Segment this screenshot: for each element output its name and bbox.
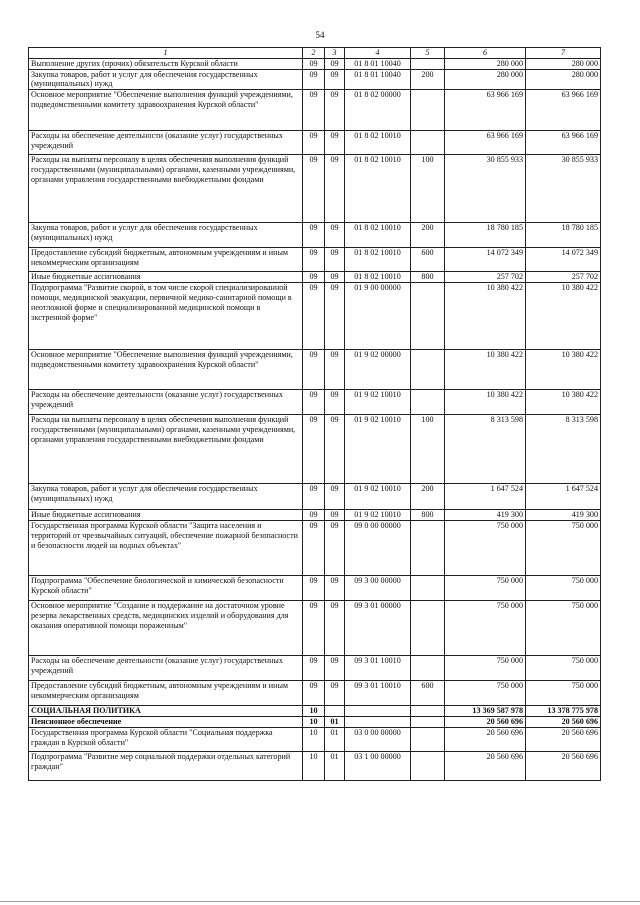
subsection-code-cell: 09 bbox=[325, 415, 345, 484]
table-header-row bbox=[29, 48, 601, 59]
section-code-cell: 10 bbox=[303, 751, 325, 780]
row-name-cell: Расходы на выплаты персоналу в целях обеспечения выполнения функций государственными (муниципальными) органами, казенными учреждениями, органами управления государственными внебюджетными фондами bbox=[29, 155, 303, 223]
amount-year-2-cell: 30 855 933 bbox=[526, 155, 601, 223]
table-row bbox=[29, 727, 601, 751]
target-article-cell: 09 3 01 10010 bbox=[345, 656, 411, 681]
subsection-code-cell: 09 bbox=[325, 272, 345, 283]
amount-year-2-cell: 20 560 696 bbox=[526, 751, 601, 780]
table-row bbox=[29, 69, 601, 90]
expense-type-cell bbox=[411, 350, 445, 390]
expense-type-cell: 200 bbox=[411, 69, 445, 90]
subsection-code-cell: 09 bbox=[325, 510, 345, 521]
subsection-code-cell: 09 bbox=[325, 656, 345, 681]
subsection-code-cell: 09 bbox=[325, 681, 345, 706]
amount-year-2-cell: 63 966 169 bbox=[526, 131, 601, 155]
header-cell: 7 bbox=[526, 48, 601, 59]
row-name-cell: Расходы на обеспечение деятельности (оказание услуг) государственных учреждений bbox=[29, 656, 303, 681]
table-row bbox=[29, 751, 601, 780]
section-code-cell: 09 bbox=[303, 223, 325, 248]
header-cell: 6 bbox=[445, 48, 526, 59]
target-article-cell: 01 8 02 10010 bbox=[345, 248, 411, 272]
table-row bbox=[29, 601, 601, 656]
subsection-code-cell: 09 bbox=[325, 601, 345, 656]
row-name-cell: СОЦИАЛЬНАЯ ПОЛИТИКА bbox=[29, 706, 303, 717]
section-code-cell: 09 bbox=[303, 155, 325, 223]
header-cell: 5 bbox=[411, 48, 445, 59]
section-code-cell: 09 bbox=[303, 681, 325, 706]
expense-type-cell bbox=[411, 717, 445, 728]
row-name-cell: Иные бюджетные ассигнования bbox=[29, 510, 303, 521]
target-article-cell: 03 0 00 00000 bbox=[345, 727, 411, 751]
amount-year-1-cell: 750 000 bbox=[445, 521, 526, 576]
expense-type-cell: 800 bbox=[411, 510, 445, 521]
amount-year-2-cell: 750 000 bbox=[526, 521, 601, 576]
amount-year-2-cell: 419 300 bbox=[526, 510, 601, 521]
row-name-cell: Предоставление субсидий бюджетным, автономным учреждениям и иным некоммерческим организациям bbox=[29, 248, 303, 272]
subsection-code-cell: 09 bbox=[325, 223, 345, 248]
target-article-cell: 01 8 01 10040 bbox=[345, 58, 411, 69]
scan-edge bbox=[0, 901, 640, 902]
subsection-code-cell: 09 bbox=[325, 90, 345, 131]
row-name-cell: Государственная программа Курской области "Защита населения и территорий от чрезвычайных ситуаций, обеспечение пожарной безопасности и безопасности людей на водных объектах" bbox=[29, 521, 303, 576]
section-code-cell: 09 bbox=[303, 484, 325, 510]
table-row bbox=[29, 390, 601, 415]
subsection-code-cell: 01 bbox=[325, 727, 345, 751]
table-row bbox=[29, 272, 601, 283]
table-row bbox=[29, 248, 601, 272]
header-cell: 2 bbox=[303, 48, 325, 59]
amount-year-1-cell: 8 313 598 bbox=[445, 415, 526, 484]
amount-year-2-cell: 280 000 bbox=[526, 58, 601, 69]
amount-year-1-cell: 419 300 bbox=[445, 510, 526, 521]
target-article-cell: 01 9 02 10010 bbox=[345, 415, 411, 484]
expense-type-cell bbox=[411, 706, 445, 717]
subsection-code-cell bbox=[325, 706, 345, 717]
budget-table bbox=[28, 47, 601, 781]
amount-year-2-cell: 14 072 349 bbox=[526, 248, 601, 272]
row-name-cell: Расходы на выплаты персоналу в целях обеспечения выполнения функций государственными (муниципальными) органами, казенными учреждениями, органами управления государственными внебюджетными фондами bbox=[29, 415, 303, 484]
expense-type-cell: 100 bbox=[411, 415, 445, 484]
row-name-cell: Основное мероприятие "Обеспечение выполнения функций учреждениями, подведомственными комитету здравоохранения Курской области" bbox=[29, 90, 303, 131]
subsection-code-cell: 09 bbox=[325, 390, 345, 415]
table-row bbox=[29, 681, 601, 706]
amount-year-1-cell: 10 380 422 bbox=[445, 350, 526, 390]
table-row bbox=[29, 58, 601, 69]
expense-type-cell: 200 bbox=[411, 223, 445, 248]
target-article-cell bbox=[345, 717, 411, 728]
section-code-cell: 09 bbox=[303, 248, 325, 272]
amount-year-1-cell: 750 000 bbox=[445, 601, 526, 656]
table-row bbox=[29, 90, 601, 131]
amount-year-2-cell: 750 000 bbox=[526, 656, 601, 681]
target-article-cell: 09 0 00 00000 bbox=[345, 521, 411, 576]
row-name-cell: Пенсионное обеспечение bbox=[29, 717, 303, 728]
row-name-cell: Подпрограмма "Развитие скорой, в том числе скорой специализированной помощи, медицинской эвакуации, первичной медико-санитарной помощи в неотложной форме и специализированной медицинской помощи в экстренной форме" bbox=[29, 283, 303, 350]
subsection-code-cell: 09 bbox=[325, 131, 345, 155]
table-row bbox=[29, 576, 601, 601]
amount-year-2-cell: 10 380 422 bbox=[526, 390, 601, 415]
page-number: 54 bbox=[315, 30, 325, 40]
subsection-code-cell: 09 bbox=[325, 155, 345, 223]
amount-year-1-cell: 30 855 933 bbox=[445, 155, 526, 223]
expense-type-cell bbox=[411, 521, 445, 576]
table-row bbox=[29, 706, 601, 717]
subsection-code-cell: 09 bbox=[325, 283, 345, 350]
subsection-code-cell: 09 bbox=[325, 350, 345, 390]
section-code-cell: 09 bbox=[303, 601, 325, 656]
amount-year-2-cell: 10 380 422 bbox=[526, 350, 601, 390]
row-name-cell: Государственная программа Курской области "Социальная поддержка граждан в Курской области" bbox=[29, 727, 303, 751]
amount-year-2-cell: 63 966 169 bbox=[526, 90, 601, 131]
subsection-code-cell: 09 bbox=[325, 576, 345, 601]
row-name-cell: Расходы на обеспечение деятельности (оказание услуг) государственных учреждений bbox=[29, 390, 303, 415]
target-article-cell: 01 8 02 00000 bbox=[345, 90, 411, 131]
amount-year-1-cell: 10 380 422 bbox=[445, 390, 526, 415]
target-article-cell: 09 3 01 00000 bbox=[345, 601, 411, 656]
expense-type-cell: 200 bbox=[411, 484, 445, 510]
amount-year-2-cell: 10 380 422 bbox=[526, 283, 601, 350]
expense-type-cell bbox=[411, 131, 445, 155]
header-cell: 3 bbox=[325, 48, 345, 59]
subsection-code-cell: 09 bbox=[325, 248, 345, 272]
amount-year-1-cell: 63 966 169 bbox=[445, 90, 526, 131]
subsection-code-cell: 09 bbox=[325, 69, 345, 90]
subsection-code-cell: 09 bbox=[325, 521, 345, 576]
amount-year-1-cell: 257 702 bbox=[445, 272, 526, 283]
table-row bbox=[29, 510, 601, 521]
amount-year-1-cell: 10 380 422 bbox=[445, 283, 526, 350]
amount-year-2-cell: 20 560 696 bbox=[526, 727, 601, 751]
target-article-cell bbox=[345, 706, 411, 717]
row-name-cell: Подпрограмма "Развитие мер социальной поддержки отдельных категорий граждан" bbox=[29, 751, 303, 780]
expense-type-cell bbox=[411, 601, 445, 656]
table-row bbox=[29, 521, 601, 576]
amount-year-2-cell: 280 000 bbox=[526, 69, 601, 90]
target-article-cell: 01 8 01 10040 bbox=[345, 69, 411, 90]
expense-type-cell bbox=[411, 727, 445, 751]
section-code-cell: 09 bbox=[303, 131, 325, 155]
amount-year-1-cell: 13 369 587 978 bbox=[445, 706, 526, 717]
amount-year-1-cell: 280 000 bbox=[445, 69, 526, 90]
target-article-cell: 01 9 02 10010 bbox=[345, 484, 411, 510]
expense-type-cell: 600 bbox=[411, 248, 445, 272]
expense-type-cell: 800 bbox=[411, 272, 445, 283]
section-code-cell: 09 bbox=[303, 272, 325, 283]
amount-year-1-cell: 14 072 349 bbox=[445, 248, 526, 272]
expense-type-cell: 600 bbox=[411, 681, 445, 706]
amount-year-2-cell: 1 647 524 bbox=[526, 484, 601, 510]
section-code-cell: 09 bbox=[303, 69, 325, 90]
table-row bbox=[29, 223, 601, 248]
amount-year-2-cell: 20 560 696 bbox=[526, 717, 601, 728]
subsection-code-cell: 01 bbox=[325, 717, 345, 728]
amount-year-2-cell: 8 313 598 bbox=[526, 415, 601, 484]
row-name-cell: Основное мероприятие "Обеспечение выполнения функций учреждениями, подведомственными комитету здравоохранения Курской области" bbox=[29, 350, 303, 390]
amount-year-1-cell: 20 560 696 bbox=[445, 717, 526, 728]
table-row bbox=[29, 155, 601, 223]
section-code-cell: 09 bbox=[303, 656, 325, 681]
subsection-code-cell: 09 bbox=[325, 484, 345, 510]
expense-type-cell bbox=[411, 751, 445, 780]
table-row bbox=[29, 415, 601, 484]
row-name-cell: Иные бюджетные ассигнования bbox=[29, 272, 303, 283]
expense-type-cell bbox=[411, 576, 445, 601]
target-article-cell: 01 9 02 00000 bbox=[345, 350, 411, 390]
target-article-cell: 09 3 00 00000 bbox=[345, 576, 411, 601]
table-row bbox=[29, 283, 601, 350]
row-name-cell: Подпрограмма "Обеспечение биологической и химической безопасности Курской области" bbox=[29, 576, 303, 601]
amount-year-1-cell: 280 000 bbox=[445, 58, 526, 69]
row-name-cell: Закупка товаров, работ и услуг для обеспечения государственных (муниципальных) нужд bbox=[29, 223, 303, 248]
target-article-cell: 01 9 02 10010 bbox=[345, 390, 411, 415]
section-code-cell: 09 bbox=[303, 415, 325, 484]
subsection-code-cell: 01 bbox=[325, 751, 345, 780]
amount-year-2-cell: 750 000 bbox=[526, 681, 601, 706]
section-code-cell: 09 bbox=[303, 390, 325, 415]
amount-year-2-cell: 750 000 bbox=[526, 601, 601, 656]
section-code-cell: 09 bbox=[303, 576, 325, 601]
expense-type-cell bbox=[411, 656, 445, 681]
table-row bbox=[29, 484, 601, 510]
table-row bbox=[29, 350, 601, 390]
header-cell: 4 bbox=[345, 48, 411, 59]
section-code-cell: 09 bbox=[303, 90, 325, 131]
header-cell: 1 bbox=[29, 48, 303, 59]
target-article-cell: 01 8 02 10010 bbox=[345, 155, 411, 223]
amount-year-2-cell: 257 702 bbox=[526, 272, 601, 283]
expense-type-cell bbox=[411, 90, 445, 131]
amount-year-1-cell: 63 966 169 bbox=[445, 131, 526, 155]
target-article-cell: 09 3 01 10010 bbox=[345, 681, 411, 706]
amount-year-2-cell: 13 378 775 978 bbox=[526, 706, 601, 717]
subsection-code-cell: 09 bbox=[325, 58, 345, 69]
section-code-cell: 09 bbox=[303, 510, 325, 521]
target-article-cell: 01 9 00 00000 bbox=[345, 283, 411, 350]
section-code-cell: 10 bbox=[303, 717, 325, 728]
table-row bbox=[29, 131, 601, 155]
section-code-cell: 09 bbox=[303, 283, 325, 350]
section-code-cell: 10 bbox=[303, 727, 325, 751]
amount-year-1-cell: 18 780 185 bbox=[445, 223, 526, 248]
row-name-cell: Выполнение других (прочих) обязательств Курской области bbox=[29, 58, 303, 69]
target-article-cell: 01 8 02 10010 bbox=[345, 272, 411, 283]
amount-year-1-cell: 20 560 696 bbox=[445, 727, 526, 751]
target-article-cell: 03 1 00 00000 bbox=[345, 751, 411, 780]
expense-type-cell: 100 bbox=[411, 155, 445, 223]
amount-year-1-cell: 750 000 bbox=[445, 681, 526, 706]
amount-year-1-cell: 1 647 524 bbox=[445, 484, 526, 510]
amount-year-1-cell: 750 000 bbox=[445, 656, 526, 681]
target-article-cell: 01 8 02 10010 bbox=[345, 223, 411, 248]
table-row bbox=[29, 717, 601, 728]
row-name-cell: Основное мероприятие "Создание и поддержание на достаточном уровне резерва лекарственных средств, медицинских изделий и оборудования для оказания оперативной помощи пораженным" bbox=[29, 601, 303, 656]
target-article-cell: 01 8 02 10010 bbox=[345, 131, 411, 155]
section-code-cell: 09 bbox=[303, 350, 325, 390]
expense-type-cell bbox=[411, 390, 445, 415]
row-name-cell: Закупка товаров, работ и услуг для обеспечения государственных (муниципальных) нужд bbox=[29, 484, 303, 510]
row-name-cell: Расходы на обеспечение деятельности (оказание услуг) государственных учреждений bbox=[29, 131, 303, 155]
expense-type-cell bbox=[411, 283, 445, 350]
amount-year-2-cell: 18 780 185 bbox=[526, 223, 601, 248]
section-code-cell: 09 bbox=[303, 58, 325, 69]
target-article-cell: 01 9 02 10010 bbox=[345, 510, 411, 521]
row-name-cell: Предоставление субсидий бюджетным, автономным учреждениям и иным некоммерческим организациям bbox=[29, 681, 303, 706]
amount-year-2-cell: 750 000 bbox=[526, 576, 601, 601]
section-code-cell: 10 bbox=[303, 706, 325, 717]
section-code-cell: 09 bbox=[303, 521, 325, 576]
expense-type-cell bbox=[411, 58, 445, 69]
table-row bbox=[29, 656, 601, 681]
amount-year-1-cell: 20 560 696 bbox=[445, 751, 526, 780]
amount-year-1-cell: 750 000 bbox=[445, 576, 526, 601]
row-name-cell: Закупка товаров, работ и услуг для обеспечения государственных (муниципальных) нужд bbox=[29, 69, 303, 90]
